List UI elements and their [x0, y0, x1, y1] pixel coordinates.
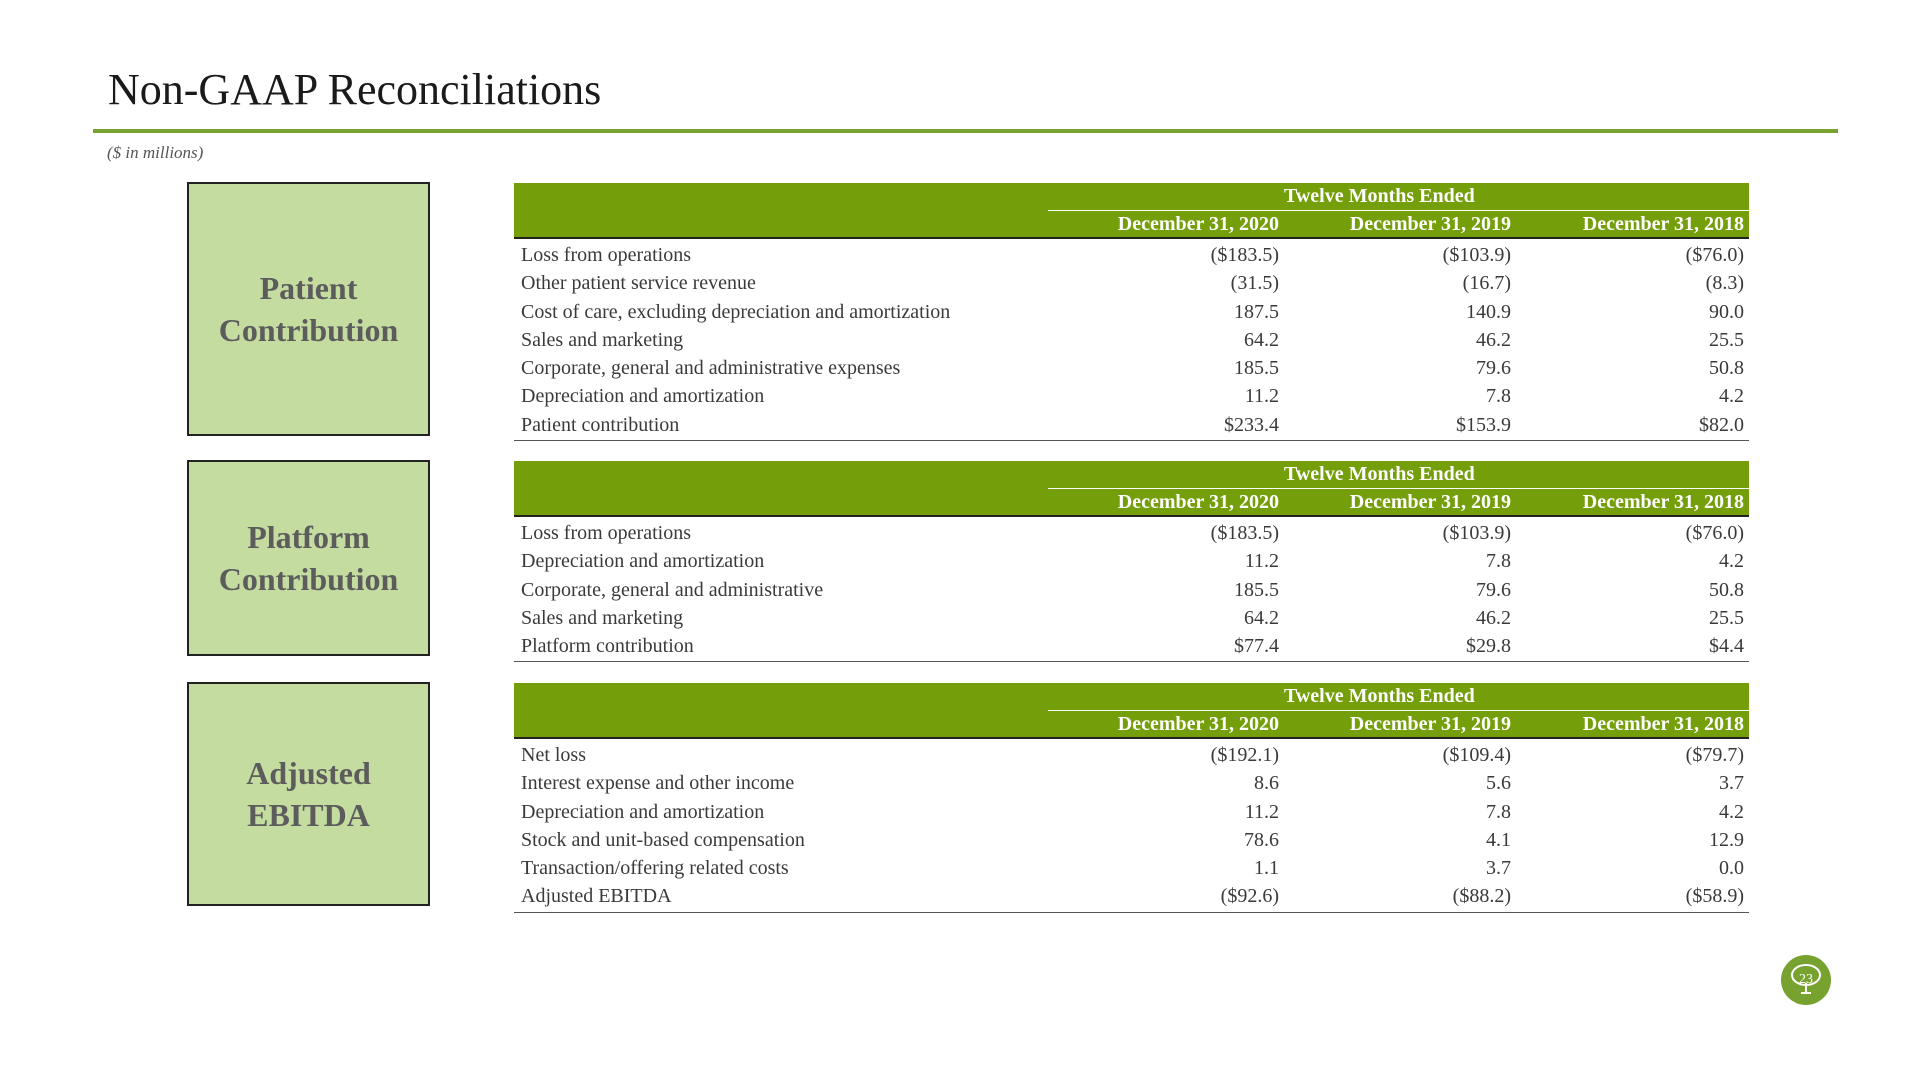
value-2020: 78.6 [1244, 828, 1279, 851]
value-2018: 4.2 [1719, 800, 1744, 823]
table-header [514, 183, 1749, 237]
value-2018: ($76.0) [1685, 244, 1744, 266]
table-row [514, 855, 1749, 883]
value-2020: $233.4 [1224, 413, 1279, 436]
title-divider [93, 129, 1838, 133]
row-label: Corporate, general and administrative [521, 578, 824, 601]
table-row [514, 327, 1749, 355]
value-2018: 12.9 [1709, 828, 1744, 851]
section-label-line1: Platform [247, 518, 370, 555]
section-label-line1: Patient [259, 269, 358, 306]
row-label: Loss from operations [521, 244, 691, 266]
row-label: Patient contribution [521, 413, 680, 436]
value-2020: 185.5 [1234, 357, 1279, 380]
value-2018: 25.5 [1709, 606, 1744, 629]
total-rule [514, 440, 1749, 441]
table-row [514, 770, 1749, 798]
value-2019: ($103.9) [1442, 522, 1511, 544]
table-row [514, 242, 1749, 270]
adjusted-ebitda-table [514, 683, 1749, 913]
value-2019: ($109.4) [1442, 744, 1511, 766]
section-label-line2: Contribution [218, 561, 399, 597]
table-row [514, 270, 1749, 298]
value-2018: $4.4 [1709, 635, 1744, 658]
value-2020: 11.2 [1244, 800, 1279, 823]
period-header: Twelve Months Ended [1284, 463, 1475, 485]
units-note: ($ in millions) [107, 143, 204, 162]
table-row [514, 548, 1749, 576]
table-row [514, 827, 1749, 855]
header-divider [1048, 210, 1749, 211]
value-2019: 79.6 [1476, 578, 1511, 601]
value-2020: 64.2 [1244, 328, 1279, 351]
value-2020: ($183.5) [1210, 244, 1279, 266]
table-row [514, 355, 1749, 383]
table-header [514, 461, 1749, 515]
value-2018: 90.0 [1709, 300, 1744, 323]
value-2018: ($76.0) [1685, 522, 1744, 544]
adjusted-ebitda-label [187, 682, 430, 906]
column-header-2019: December 31, 2019 [1349, 213, 1511, 235]
column-header-2018: December 31, 2018 [1582, 713, 1744, 735]
value-2020: 1.1 [1254, 857, 1279, 880]
value-2019: $29.8 [1466, 635, 1511, 658]
row-label: Adjusted EBITDA [521, 885, 672, 908]
column-header-2019: December 31, 2019 [1349, 713, 1511, 735]
value-2018: 4.2 [1719, 385, 1744, 408]
section-label-line1: Adjusted [246, 754, 371, 791]
page-title: Non-GAAP Reconciliations [108, 65, 602, 114]
patient-contribution-table [514, 183, 1749, 441]
value-2019: 5.6 [1486, 772, 1511, 795]
value-2020: 185.5 [1234, 578, 1279, 601]
value-2018: 50.8 [1709, 578, 1744, 601]
value-2018: (8.3) [1705, 272, 1744, 295]
value-2019: ($103.9) [1442, 244, 1511, 266]
value-2018: 4.2 [1719, 550, 1744, 573]
value-2019: 7.8 [1486, 385, 1511, 408]
column-header-2020: December 31, 2020 [1117, 491, 1279, 513]
value-2020: ($92.6) [1220, 885, 1279, 908]
page-number: 23 [1799, 972, 1813, 987]
column-header-2018: December 31, 2018 [1582, 491, 1744, 513]
value-2020: 8.6 [1254, 772, 1279, 795]
row-label: Stock and unit-based compensation [521, 828, 805, 851]
section-label-line2: Contribution [218, 312, 399, 348]
value-2018: 3.7 [1719, 772, 1744, 795]
value-2019: (16.7) [1462, 272, 1511, 295]
value-2019: 7.8 [1486, 550, 1511, 573]
value-2020: $77.4 [1234, 635, 1279, 658]
row-label: Sales and marketing [521, 328, 684, 351]
total-row [514, 883, 1749, 911]
value-2019: 140.9 [1466, 300, 1511, 323]
row-label: Cost of care, excluding depreciation and amortization [521, 300, 951, 323]
value-2020: ($183.5) [1210, 522, 1279, 544]
table-header [514, 683, 1749, 737]
period-header: Twelve Months Ended [1284, 685, 1475, 707]
value-2019: 79.6 [1476, 357, 1511, 380]
value-2020: 64.2 [1244, 606, 1279, 629]
value-2018: 25.5 [1709, 328, 1744, 351]
column-header-2018: December 31, 2018 [1582, 213, 1744, 235]
value-2019: 4.1 [1486, 828, 1511, 851]
value-2020: 11.2 [1244, 385, 1279, 408]
value-2019: ($88.2) [1452, 885, 1511, 908]
value-2018: ($79.7) [1685, 744, 1744, 766]
table-row [514, 520, 1749, 548]
total-row [514, 633, 1749, 661]
row-label: Loss from operations [521, 522, 691, 544]
row-label: Other patient service revenue [521, 272, 756, 295]
value-2019: 7.8 [1486, 800, 1511, 823]
row-label: Depreciation and amortization [521, 385, 765, 408]
row-label: Corporate, general and administrative expenses [521, 357, 901, 380]
value-2020: 187.5 [1234, 300, 1279, 323]
platform-contribution-table [514, 461, 1749, 662]
total-rule [514, 912, 1749, 913]
total-row [514, 412, 1749, 440]
table-row [514, 799, 1749, 827]
value-2019: 46.2 [1476, 606, 1511, 629]
value-2019: $153.9 [1456, 413, 1511, 436]
value-2019: 46.2 [1476, 328, 1511, 351]
table-row [514, 577, 1749, 605]
platform-contribution-label [187, 460, 430, 656]
row-label: Sales and marketing [521, 606, 684, 629]
column-header-2020: December 31, 2020 [1117, 213, 1279, 235]
value-2020: (31.5) [1230, 272, 1279, 295]
value-2020: ($192.1) [1210, 744, 1279, 766]
value-2018: ($58.9) [1685, 885, 1744, 908]
table-row [514, 383, 1749, 411]
table-row [514, 605, 1749, 633]
value-2018: 50.8 [1709, 357, 1744, 380]
section-label-line2: EBITDA [247, 797, 370, 833]
value-2020: 11.2 [1244, 550, 1279, 573]
row-label: Transaction/offering related costs [521, 857, 789, 880]
value-2019: 3.7 [1486, 857, 1511, 880]
value-2018: 0.0 [1719, 857, 1744, 880]
column-header-2019: December 31, 2019 [1349, 491, 1511, 513]
value-2018: $82.0 [1699, 413, 1744, 436]
header-divider [1048, 488, 1749, 489]
period-header: Twelve Months Ended [1284, 185, 1475, 207]
table-row [514, 742, 1749, 770]
column-header-2020: December 31, 2020 [1117, 713, 1279, 735]
row-label: Interest expense and other income [521, 772, 795, 795]
header-divider [1048, 710, 1749, 711]
row-label: Net loss [521, 744, 586, 766]
row-label: Platform contribution [521, 635, 694, 658]
table-row [514, 299, 1749, 327]
row-label: Depreciation and amortization [521, 550, 765, 573]
row-label: Depreciation and amortization [521, 800, 765, 823]
patient-contribution-label [187, 182, 430, 436]
total-rule [514, 661, 1749, 662]
page-badge [1781, 955, 1831, 1005]
